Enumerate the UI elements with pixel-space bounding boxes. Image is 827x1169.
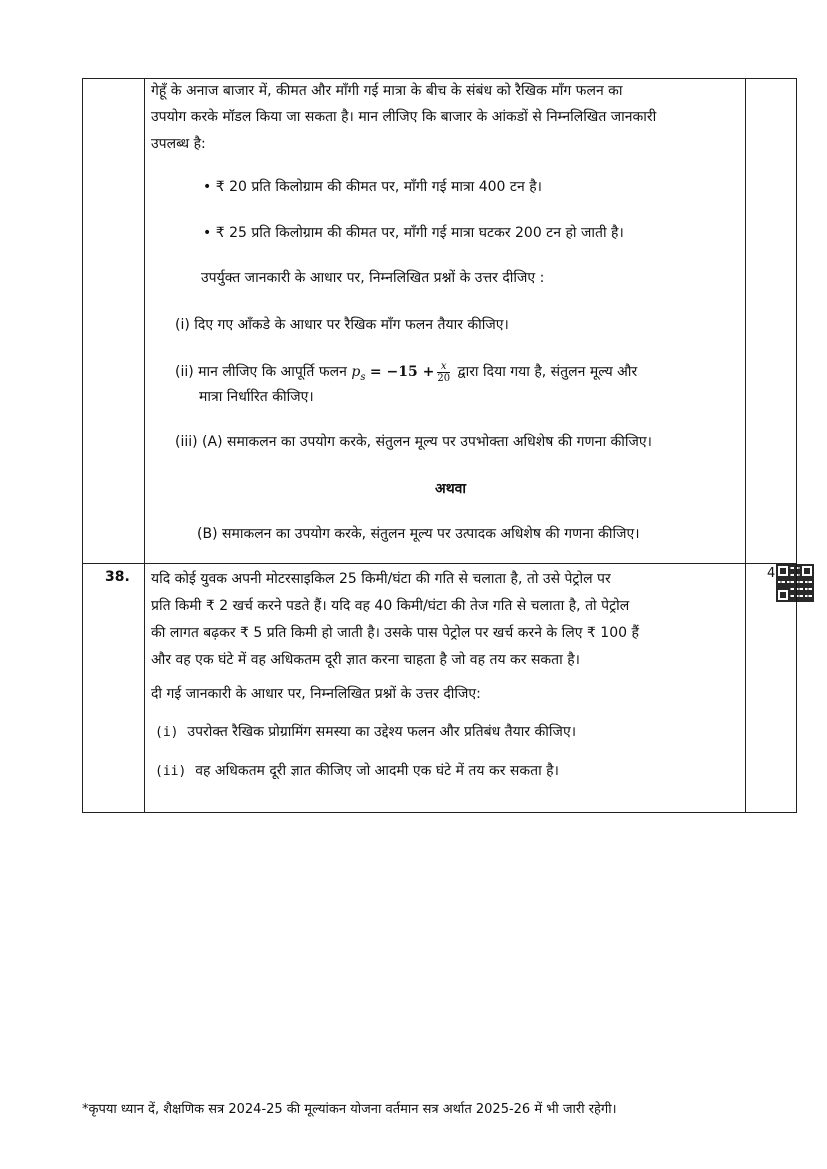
q38-line4: और वह एक घंटे में वह अधिकतम दूरी ज्ञात करना चाहता है जो वह तय कर सकता है। — [151, 652, 580, 668]
q38-part-i: (i) उपरोक्त रैखिक प्रोग्रामिंग समस्या का उद्देश्य फलन और प्रतिबंध तैयार कीजिए। — [155, 724, 576, 740]
qr-code-icon — [776, 564, 814, 602]
q38-line1: यदि कोई युवक अपनी मोटरसाइकिल 25 किमी/घंटा की गति से चलाता है, तो उसे पेट्रोल पर — [151, 571, 611, 587]
q37-part-iii-a: (iii) (A) समाकलन का उपयोग करके, संतुलन मूल्य पर उपभोक्ता अधिशेष की गणना कीजिए। — [175, 434, 652, 450]
column-divider-marks — [745, 79, 746, 812]
q38-line2: प्रति किमी ₹ 2 खर्च करने पडते हैं। यदि वह 40 किमी/घंटा की तेज गति से चलाता है, तो पेट्रोल — [151, 598, 630, 614]
q37-bullet-2: • ₹ 25 प्रति किलोग्राम की कीमत पर, माँगी गई मात्रा घटकर 200 टन हो जाती है। — [203, 225, 624, 241]
q38-instruction: दी गई जानकारी के आधार पर, निम्नलिखित प्रश्नों के उत्तर दीजिए: — [151, 686, 481, 702]
q37-part-iii-b: (B) समाकलन का उपयोग करके, संतुलन मूल्य पर उत्पादक अधिशेष की गणना कीजिए। — [197, 526, 640, 542]
q37-intro-line1: गेहूँ के अनाज बाजार में, कीमत और माँगी गई मात्रा के बीच के संबंध को रैखिक माँग फलन का — [151, 83, 623, 99]
q37-instruction: उपर्युक्त जानकारी के आधार पर, निम्नलिखित प्रश्नों के उत्तर दीजिए : — [201, 270, 545, 286]
q38-part-ii: (ii) वह अधिकतम दूरी ज्ञात कीजिए जो आदमी एक घंटे में तय कर सकता है। — [155, 763, 559, 779]
question-table — [82, 78, 797, 813]
q37-part-ii-prefix: (ii) मान लीजिए कि आपूर्ति फलन — [175, 364, 347, 380]
q37-intro-line3: उपलब्ध है: — [151, 136, 206, 152]
q37-part-i: (i) दिए गए आँकडे के आधार पर रैखिक माँग फलन तैयार कीजिए। — [175, 317, 509, 333]
q37-bullet-1: • ₹ 20 प्रति किलोग्राम की कीमत पर, माँगी गई मात्रा 400 टन है। — [203, 179, 542, 195]
q38-line3: की लागत बढ़कर ₹ 5 प्रति किमी हो जाती है। उसके पास पेट्रोल पर खर्च करने के लिए ₹ 100 हैं — [151, 625, 639, 641]
footer-note: *कृपया ध्यान दें, शैक्षणिक सत्र 2024-25 की मूल्यांकन योजना वर्तमान सत्र अर्थात 2025-26 में भी जारी रहेगी। — [82, 1102, 617, 1117]
q37-intro-line2: उपयोग करके मॉडल किया जा सकता है। मान लीजिए कि बाजार के आंकडों से निम्नलिखित जानकारी — [151, 109, 657, 125]
supply-function-formula: $p_s = -15$ + $\frac{x}{20}$ — [351, 360, 451, 384]
q37-part-ii-line2: मात्रा निर्धारित कीजिए। — [199, 389, 314, 405]
or-label: अथवा — [435, 481, 467, 497]
question-number: 38. — [105, 569, 130, 585]
marks-label: 4 — [767, 566, 776, 581]
row-divider — [83, 563, 796, 564]
column-divider-number — [144, 79, 145, 812]
q37-part-ii-suffix: द्वारा दिया गया है, संतुलन मूल्य और — [457, 364, 638, 380]
